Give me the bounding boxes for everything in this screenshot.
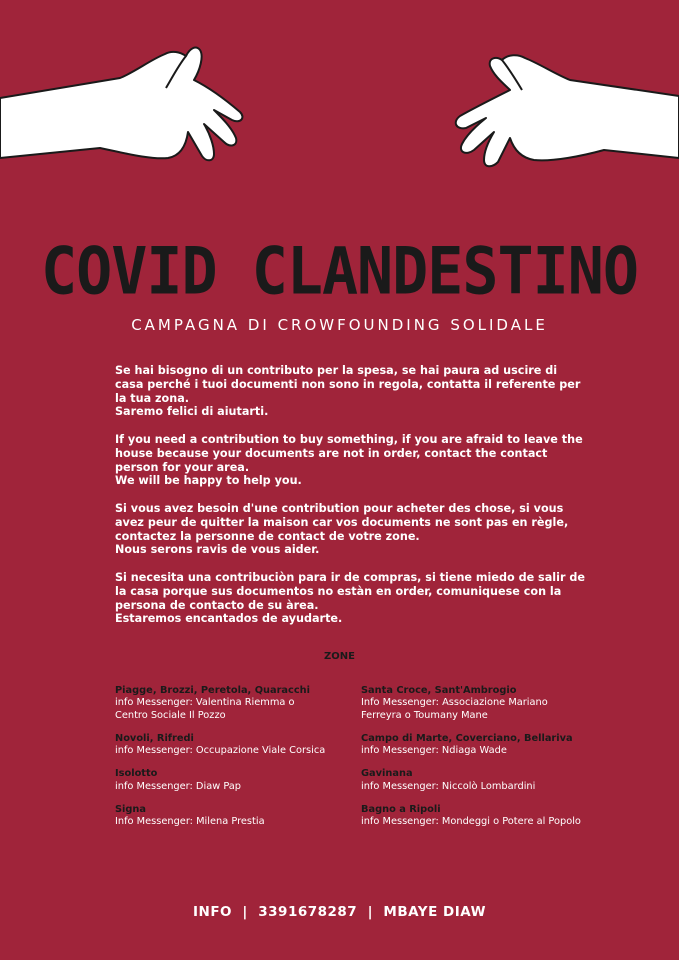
zone-name: Bagno a Ripoli: [361, 804, 441, 816]
zone-contact: info Messenger: Valentina Riemma o Centro Sociale Il Pozzo: [115, 697, 295, 721]
paragraph-spanish: Si necesita una contribuciòn para ir de compras, si tiene miedo de salir de la casa porque sus documentos no estàn en order, comuniquese con la persona de contacto de su àrea. Estaremos encantados de ayudarte.: [115, 570, 585, 626]
zone-item: [361, 804, 581, 829]
zone-name: Santa Croce, Sant'Ambrogio: [361, 685, 517, 696]
zone-name: Gavinana: [361, 768, 413, 780]
paragraph-french: Si vous avez besoin d'une contribution pour acheter des chose, si vous avez peur de quitter la maison car vos documents ne sont pas en règle, contactez la personne de contact de votre zone. Nous serons ravis de vous aider.: [115, 501, 569, 557]
footer-contact: INFO | 3391678287 | MBAYE DIAW: [193, 904, 486, 920]
reaching-hands-illustration: [0, 0, 679, 200]
zone-name: Isolotto: [115, 768, 158, 780]
zone-contact: Info Messenger: Milena Prestia: [115, 816, 265, 828]
page-subtitle: CAMPAGNA DI CROWFOUNDING SOLIDALE: [131, 316, 548, 334]
zone-name: Piagge, Brozzi, Peretola, Quaracchi: [115, 685, 310, 696]
page-title: COVID CLANDESTINO: [40, 234, 639, 310]
zone-item: [361, 768, 581, 793]
zone-contact: info Messenger: Mondeggi o Potere al Popolo: [361, 816, 581, 828]
zone-contact: info Messenger: Diaw Pap: [115, 780, 242, 792]
zones-left-column: [115, 685, 330, 840]
zone-contact: info Messenger: Niccolò Lombardini: [361, 780, 536, 792]
zone-name: Novoli, Rifredi: [115, 732, 194, 744]
zone-item: [115, 733, 330, 758]
zone-item: [115, 685, 330, 722]
right-hand-icon: [456, 55, 679, 166]
zone-item: [361, 733, 581, 758]
paragraph-english: If you need a contribution to buy something, if you are afraid to leave the house because your documents are not in order, contact the contact person for your area. We will be happy to help you.: [115, 432, 583, 488]
zone-item: [115, 804, 330, 829]
zone-name: Signa: [115, 804, 147, 816]
message-body: [115, 364, 585, 640]
zone-item: [115, 768, 330, 793]
left-hand-icon: [0, 48, 242, 161]
paragraph-italian: Se hai bisogno di un contributo per la spesa, se hai paura ad uscire di casa perché i tuoi documenti non sono in regola, contatta il referente per la tua zona. Saremo felici di aiutarti.: [115, 364, 581, 419]
zone-name: Campo di Marte, Coverciano, Bellariva: [361, 732, 573, 744]
zone-item: [361, 685, 581, 722]
zone-contact: Info Messenger: Associazione Mariano Ferreyra o Toumany Mane: [361, 697, 548, 721]
zone-contact: info Messenger: Occupazione Viale Corsica: [115, 745, 326, 757]
zone-contact: info Messenger: Ndiaga Wade: [361, 745, 507, 757]
zone-heading: ZONE: [324, 651, 355, 662]
zones-right-column: [361, 685, 581, 840]
